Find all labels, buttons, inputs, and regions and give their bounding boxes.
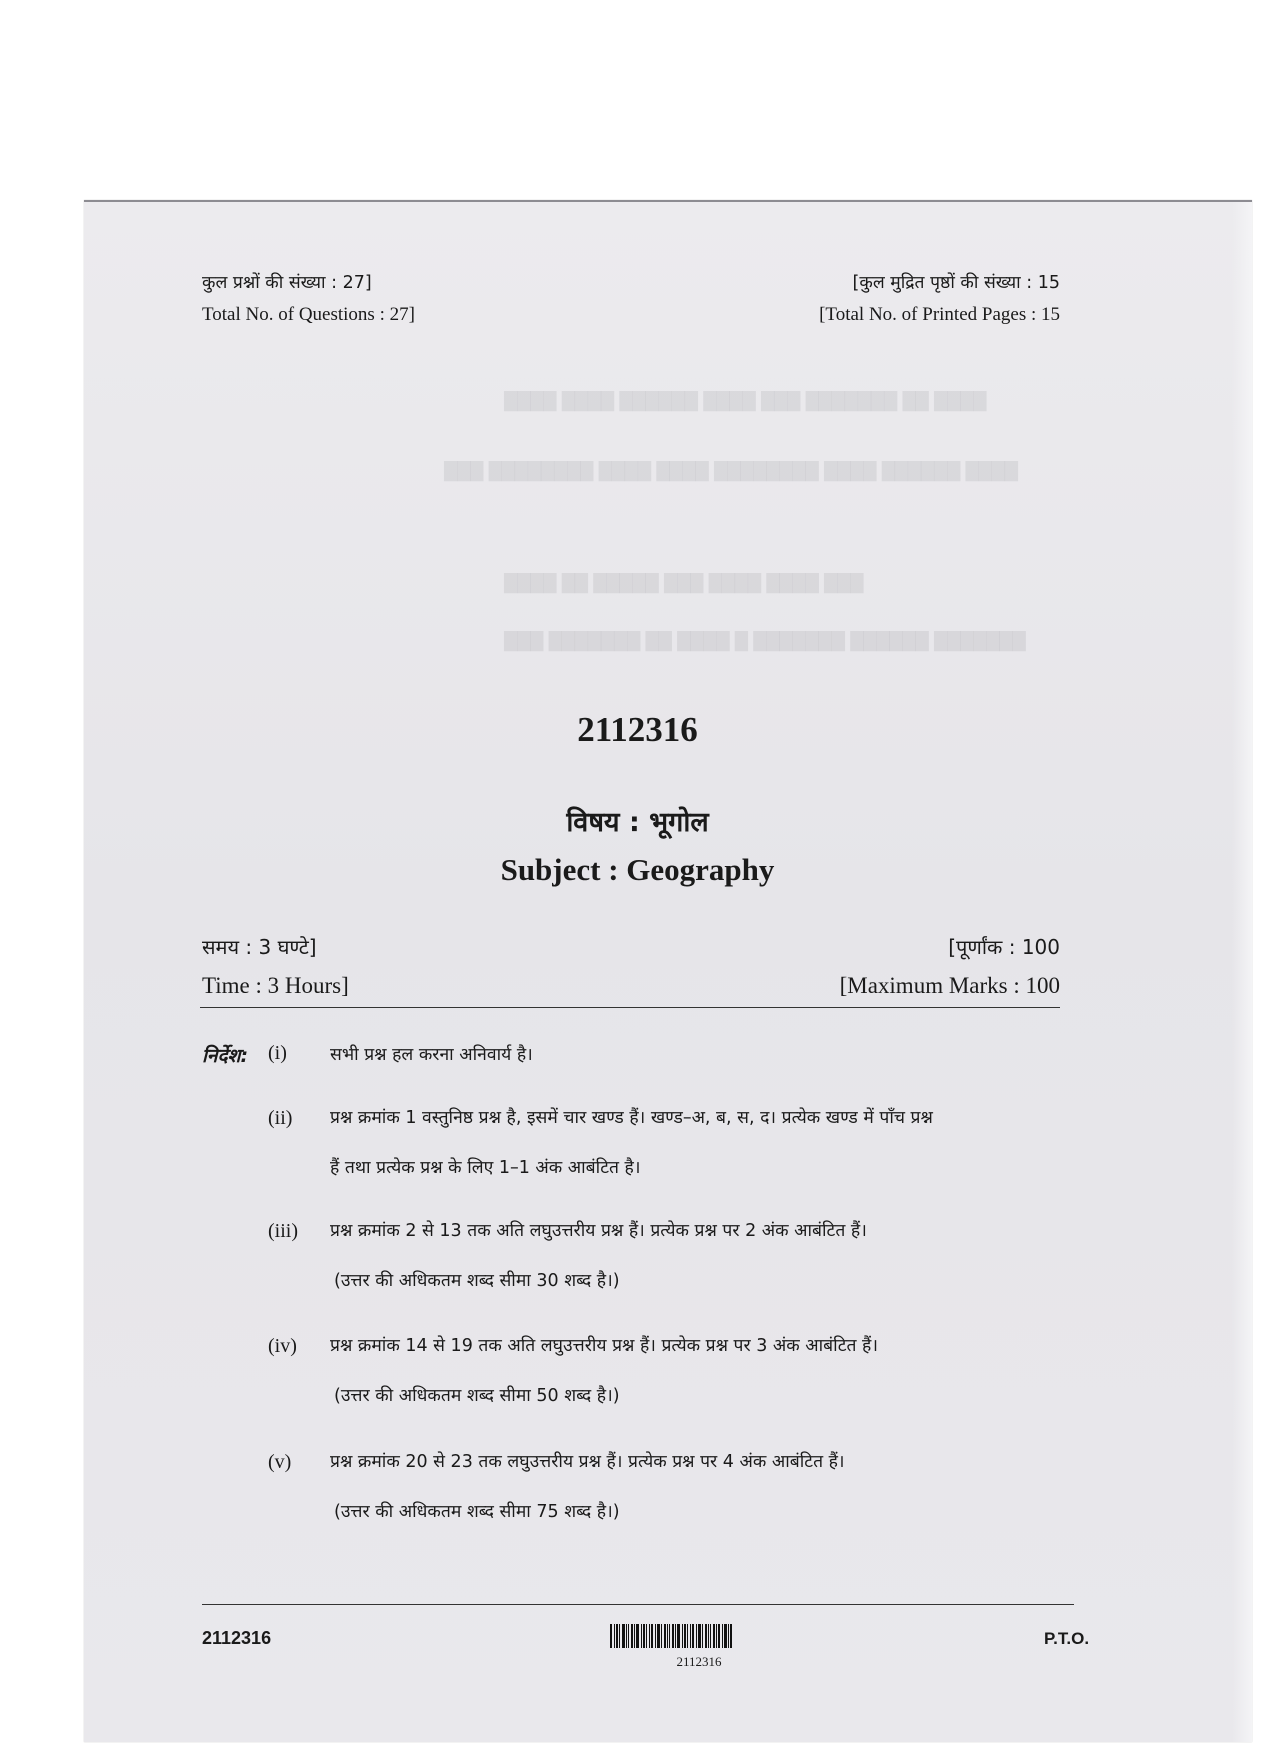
question-paper-page — [84, 200, 1252, 1742]
show-through-text: ████ ██ █████ ███ ████ ████ ███ — [504, 574, 864, 594]
instruction-text: (उत्तर की अधिकतम शब्द सीमा 30 शब्द है।) — [334, 1271, 620, 1291]
instruction-number: (v) — [268, 1451, 292, 1473]
instruction-number: (iii) — [268, 1220, 298, 1242]
please-turn-over: P.T.O. — [1044, 1629, 1090, 1648]
instruction-text: प्रश्न क्रमांक 20 से 23 तक लघुउत्तरीय प्रश्न हैं। प्रत्येक प्रश्न पर 4 अंक आबंटित हैं। — [330, 1452, 845, 1472]
subject-hindi: विषय : भूगोल — [566, 807, 709, 838]
time-english: Time : 3 Hours] — [202, 973, 349, 998]
instruction-text: प्रश्न क्रमांक 14 से 19 तक अति लघुउत्तरीय प्रश्न हैं। प्रत्येक प्रश्न पर 3 अंक आबंटित हैं। — [330, 1336, 878, 1356]
marks-hindi: [पूर्णांक : 100 — [948, 935, 1060, 959]
page-edge-shade — [1232, 202, 1252, 1742]
instruction-number: (i) — [268, 1042, 287, 1064]
paper-code: 2112316 — [577, 710, 698, 749]
header-divider — [200, 1007, 1060, 1008]
total-questions-english: Total No. of Questions : 27] — [202, 304, 415, 325]
subject-english: Subject : Geography — [500, 852, 775, 887]
barcode-number: 2112316 — [676, 1654, 722, 1669]
instruction-text: (उत्तर की अधिकतम शब्द सीमा 75 शब्द है।) — [334, 1502, 620, 1522]
instruction-text: (उत्तर की अधिकतम शब्द सीमा 50 शब्द है।) — [334, 1386, 620, 1406]
instruction-text: प्रश्न क्रमांक 2 से 13 तक अति लघुउत्तरीय प्रश्न हैं। प्रत्येक प्रश्न पर 2 अंक आबंटित हैं। — [330, 1221, 867, 1241]
total-pages-english: [Total No. of Printed Pages : 15 — [819, 304, 1060, 325]
barcode — [610, 1624, 788, 1648]
total-pages-hindi: [कुल मुद्रित पृष्ठों की संख्या : 15 — [852, 273, 1060, 293]
marks-english: [Maximum Marks : 100 — [839, 973, 1060, 998]
instruction-number: (iv) — [268, 1335, 297, 1357]
time-hindi: समय : 3 घण्टे] — [202, 935, 317, 959]
instruction-number: (ii) — [268, 1107, 293, 1129]
instructions-label: निर्देश: — [202, 1045, 249, 1067]
show-through-text: ███ ███████ ██ ████ █ ███████ ██████ ███████ — [504, 632, 1026, 652]
instruction-text: सभी प्रश्न हल करना अनिवार्य है। — [330, 1045, 533, 1065]
instruction-text: प्रश्न क्रमांक 1 वस्तुनिष्ठ प्रश्न है, इसमें चार खण्ड हैं। खण्ड–अ, ब, स, द। प्रत्येक खण्ड में पाँच प्रश्न — [330, 1108, 933, 1128]
show-through-text: ████ ████ ██████ ████ ███ ███████ ██ ████ — [504, 392, 987, 412]
show-through-text: ███ ████████ ████ ████ ████████ ████ ██████ ████ — [444, 462, 1018, 482]
footer-paper-code: 2112316 — [202, 1628, 272, 1648]
footer-divider — [202, 1604, 1074, 1605]
instruction-text: हैं तथा प्रत्येक प्रश्न के लिए 1–1 अंक आबंटित है। — [330, 1158, 641, 1178]
total-questions-hindi: कुल प्रश्नों की संख्या : 27] — [202, 273, 372, 293]
